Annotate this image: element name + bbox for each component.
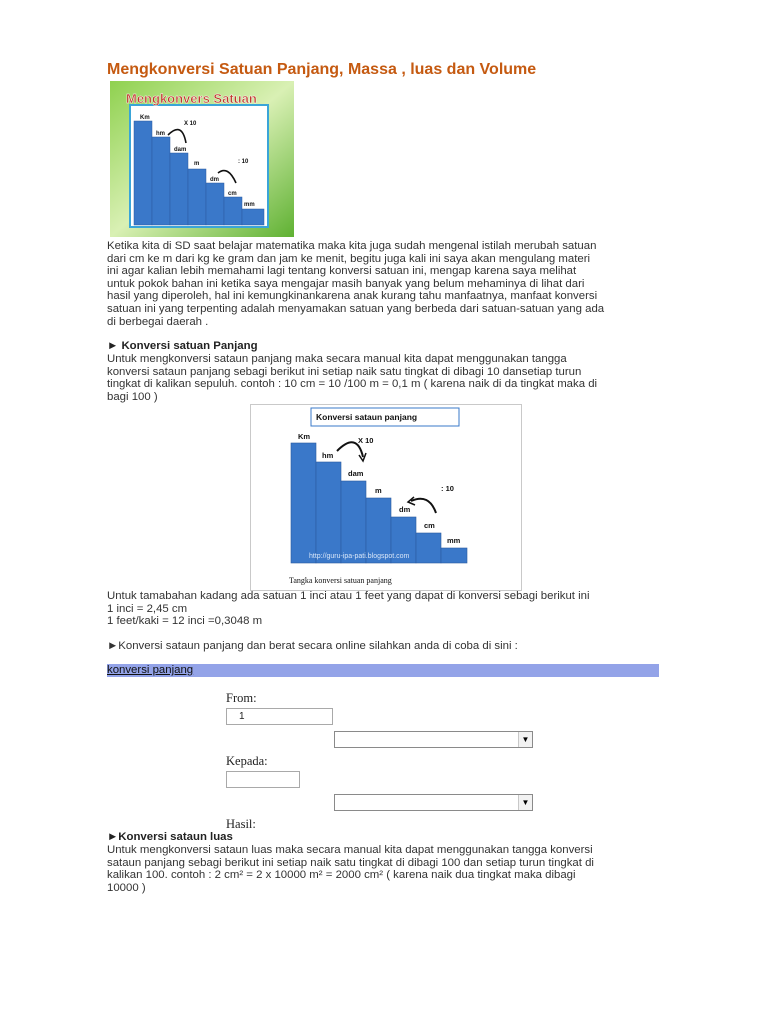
figure-step-5: cm xyxy=(424,521,435,530)
luas-line: Untuk mengkonversi sataun luas maka secara manual kita dapat menggunakan tangga konversi xyxy=(107,844,593,856)
from-label: From: xyxy=(226,691,257,705)
figure-divide: : 10 xyxy=(441,484,454,493)
chevron-down-icon: ▼ xyxy=(518,795,532,810)
thumb-step-5: cm xyxy=(228,191,237,197)
from-unit-select[interactable] xyxy=(334,731,533,748)
thumb-step-4: dm xyxy=(210,177,219,183)
figure-caption: Tangka konversi satuan panjang xyxy=(289,576,392,585)
extra-line: 1 feet/kaki = 12 inci =0,3048 m xyxy=(107,615,263,628)
figure-watermark: http://guru-ipa-pati.blogspot.com xyxy=(309,553,410,560)
result-label: Hasil: xyxy=(226,817,256,831)
luas-paragraph xyxy=(107,844,660,894)
to-label: Kepada: xyxy=(226,754,268,768)
converter-header-bar xyxy=(107,664,659,677)
thumb-step-2: dam xyxy=(174,147,187,153)
intro-line: untuk pokok bahan ini ketika saya mengajar masih banyak yang belum mehaminya di lihat dari xyxy=(107,277,585,290)
panjang-paragraph xyxy=(107,353,660,403)
panjang-line: bagi 100 ) xyxy=(107,390,158,403)
figure-box-title: Konversi sataun panjang xyxy=(316,412,418,422)
figure-step-0: Km xyxy=(298,432,311,441)
from-input[interactable]: 1 xyxy=(226,708,333,725)
intro-line: hasil yang diperoleh, hal ini kemungkinankarena anak kurang tahu manfaatnya, manfaat konversi xyxy=(107,290,598,303)
panjang-line: Untuk mengkonversi sataun panjang maka secara manual kita dapat menggunakan tangga xyxy=(107,353,567,365)
figure-step-1: hm xyxy=(322,451,334,460)
figure-multiply: X 10 xyxy=(358,436,374,445)
thumb-divide: : 10 xyxy=(238,159,249,165)
thumb-step-6: mm xyxy=(244,202,255,208)
extra-line: Untuk tamabahan kadang ada satuan 1 inci atau 1 feet yang dapat di konversi sebagi berikut ini xyxy=(107,590,590,602)
thumb-step-3: m xyxy=(194,161,200,167)
thumb-banner: Mengkonvers Satuan xyxy=(126,91,257,106)
thumbnail-image xyxy=(110,81,294,237)
extra-line: 1 inci = 2,45 cm xyxy=(107,602,188,615)
intro-line: dari cm ke m dari kg ke gram dan jam ke menit, begitu juga kali ini saya akan mengulang materi xyxy=(107,252,591,265)
intro-line: satuan ini yang terpenting adalah menyamakan satuan yang berbeda dari satuan-satuan yang ada xyxy=(107,302,605,315)
to-input[interactable] xyxy=(226,771,300,788)
luas-line: 10000 ) xyxy=(107,881,146,894)
intro-paragraph xyxy=(107,240,660,328)
conversion-staircase-figure xyxy=(250,404,522,591)
panjang-line: konversi sataun panjang sebagi berikut ini setiap naik satu tingkat di dibagi 10 dansetiap turun xyxy=(107,365,582,378)
intro-line: di berbegai daerah . xyxy=(107,315,209,328)
to-unit-select[interactable] xyxy=(334,794,533,811)
luas-line: sataun panjang sebagi berikut ini setiap naik satu tingkat di dibagi 100 dan setiap turun tingkat di xyxy=(107,856,594,869)
panjang-line: tingkat di kalikan sepuluh. contoh : 10 cm = 10 /100 m = 0,1 m ( karena naik di da tingkat maka di xyxy=(107,378,598,391)
thumb-step-0: Km xyxy=(140,115,150,121)
figure-step-3: m xyxy=(375,486,382,495)
online-text: ►Konversi sataun panjang dan berat secara online silahkan anda di coba di sini : xyxy=(107,640,518,652)
thumb-multiply: X 10 xyxy=(184,121,197,127)
figure-step-2: dam xyxy=(348,469,364,478)
figure-step-6: mm xyxy=(447,536,461,545)
section-heading-luas: ►Konversi sataun luas xyxy=(107,831,233,843)
luas-line: kalikan 100. contoh : 2 cm² = 2 x 10000 m² = 2000 cm² ( karena naik dua tingkat maka dibagi xyxy=(107,869,576,882)
konversi-panjang-link[interactable]: konversi panjang xyxy=(107,664,194,676)
figure-step-4: dm xyxy=(399,505,411,514)
page-title: Mengkonversi Satuan Panjang, Massa , luas dan Volume xyxy=(107,61,537,78)
intro-line: ini agar kalian lebih memahami lagi tentang konversi satuan ini, mengap karena saya melihat xyxy=(107,265,577,278)
extra-paragraph xyxy=(107,590,660,628)
intro-line: Ketika kita di SD saat belajar matematika maka kita juga sudah mengenal istilah merubah satuan xyxy=(107,240,597,252)
section-heading-panjang: ► Konversi satuan Panjang xyxy=(107,340,258,352)
thumb-step-1: hm xyxy=(156,131,165,137)
online-line xyxy=(107,640,660,653)
chevron-down-icon: ▼ xyxy=(518,732,532,747)
